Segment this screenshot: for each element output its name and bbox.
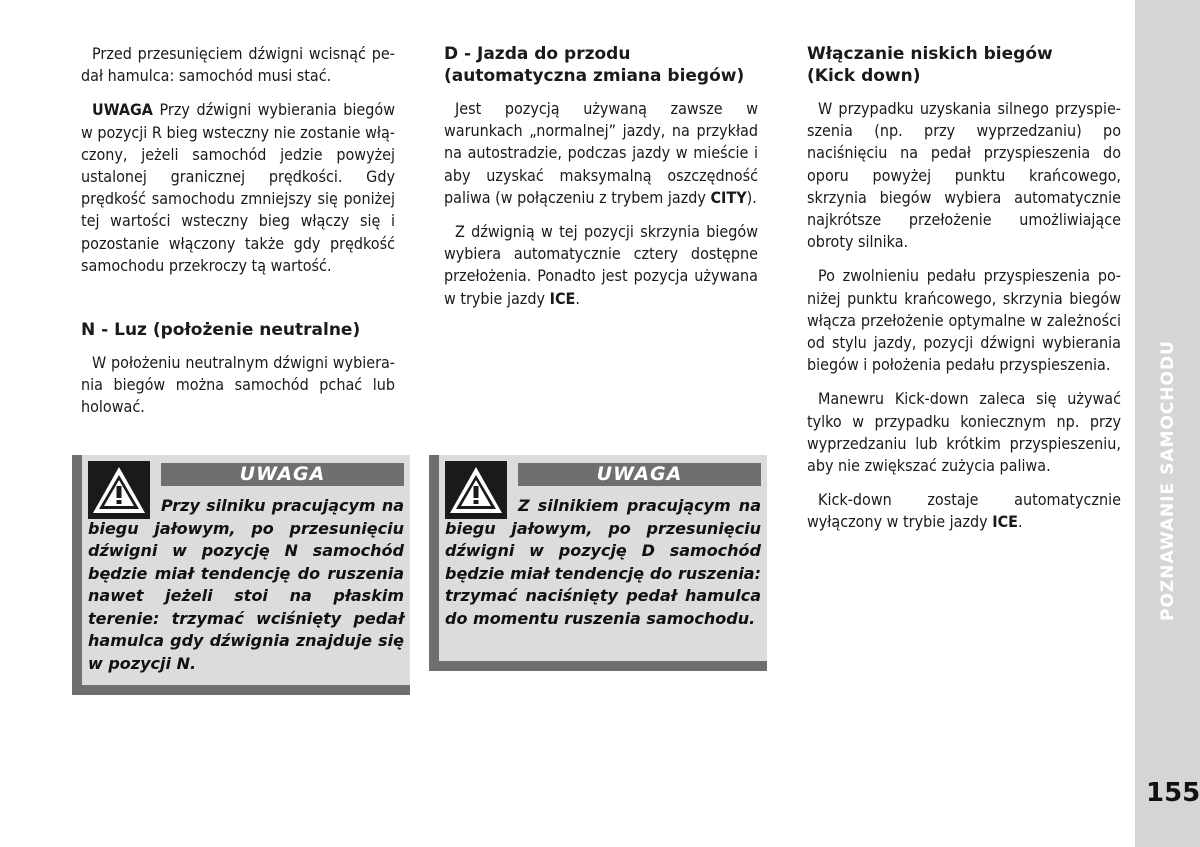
mode-city: CITY [710,187,747,207]
column-right [807,43,1121,546]
paragraph-brake: Przed przesunięciem dźwigni wcisnąć pedał hamulca: samochód musi stać. [81,44,395,86]
note-text: Przy dźwigni wybierania biegów w pozycji R bieg wsteczny nie zostanie włączony, jeżeli samochód jedzie powyżej ustalonej granicznej prędkości. Gdy prędkość samochodu zmniejszy się poniżej tej wartości wsteczny bieg włączy się i pozostanie włączony także gdy prędkość samochodu przekroczy tą wartość. [81,100,395,275]
page-number: 155 [1146,778,1200,808]
drive-gears-end: . [575,288,580,308]
heading-neutral: N - Luz (położenie neutralne) [81,320,361,341]
heading-drive-line1: D - Jazda do przodu [444,44,631,64]
heading-drive-line2: (automatyczna zmiana biegów) [444,66,745,86]
paragraph-kickdown-3: Manewru Kick-down zaleca się używać tylko w przypadku koniecznym np. przy wyprzedzaniu lub krótkim przyspieszeniu, aby nie zwiększać zużycia paliwa. [807,389,1121,476]
column-middle [444,43,758,322]
paragraph-kickdown-4 [807,489,1121,533]
paragraph-kickdown-2: Po zwolnieniu pedału przyspieszenia poniżej punktu krańcowego, skrzynia biegów włącza przełożenie optymalne w zależności od stylu jazdy, pozycji dźwigni wybierania biegów i położenia pedału przyspieszenia. [807,266,1121,375]
section-title-vertical [1158,340,1182,640]
drive-gears-text: Z dźwignią w tej pozycji skrzynia biegów wybiera automatycznie cztery dostępne przełożenia. Ponadto jest pozycja używana w trybie jazdy [444,222,758,308]
drive-usage-end: ). [746,187,757,207]
paragraph-drive-gears [444,221,758,310]
warning-text: Przy silniku pracującym na biegu jałowym, po przesunięciu dźwigni w pozycję N samochód będzie miał tendencję do ruszenia nawet jeżeli stoi na płaskim terenie: trzymać wciśnięty pedał hamulca gdy dźwignia znajduje się w pozycji N. [88,496,404,673]
warning-text: Z silnikiem pracującym na biegu jałowym, po przesunięciu dźwigni w pozycję D samochód będzie miał tendencję do ruszenia: trzymać naciśnięty pedał hamulca do momentu ruszenia samochodu. [445,496,761,628]
column-left [81,43,395,431]
kickdown-4-end: . [1018,512,1023,532]
kickdown-4-text: Kick-down zostaje automatycznie wyłączony w trybie jazdy [807,490,1121,532]
heading-kickdown [807,43,1121,87]
heading-drive [444,43,758,87]
heading-kickdown-line1: Włączanie niskich biegów [807,44,1053,64]
warning-title: UWAGA [518,463,761,486]
mode-ice-2: ICE [992,512,1019,532]
mode-ice: ICE [549,288,576,308]
paragraph-drive-usage [444,98,758,209]
paragraph-reverse-note [81,99,395,277]
paragraph-neutral: W położeniu neutralnym dźwigni wybierania biegów można samochód pchać lub holować. [81,353,395,417]
heading-kickdown-line2: (Kick down) [807,66,921,86]
note-label: UWAGA [92,100,153,120]
section-title: POZNAWANIE SAMOCHODU [1158,340,1178,621]
paragraph-kickdown-1: W przypadku uzyskania silnego przyspieszenia (np. przy wyprzedzaniu) po naciśnięciu na pedał przyspieszenia do oporu powyżej punktu krańcowego, skrzynia biegów wybiera automatycznie najkrótsze przełożenie umożliwiające obroty silnika. [807,99,1121,252]
warning-title: UWAGA [161,463,404,486]
drive-usage-text: Jest pozycją używaną zawsze w warunkach „normalnej” jazdy, na przykład na autostradzie, podczas jazdy w mieście i aby uzyskać maksymalną oszczędność paliwa (w połączeniu z trybem jazdy [444,99,758,207]
